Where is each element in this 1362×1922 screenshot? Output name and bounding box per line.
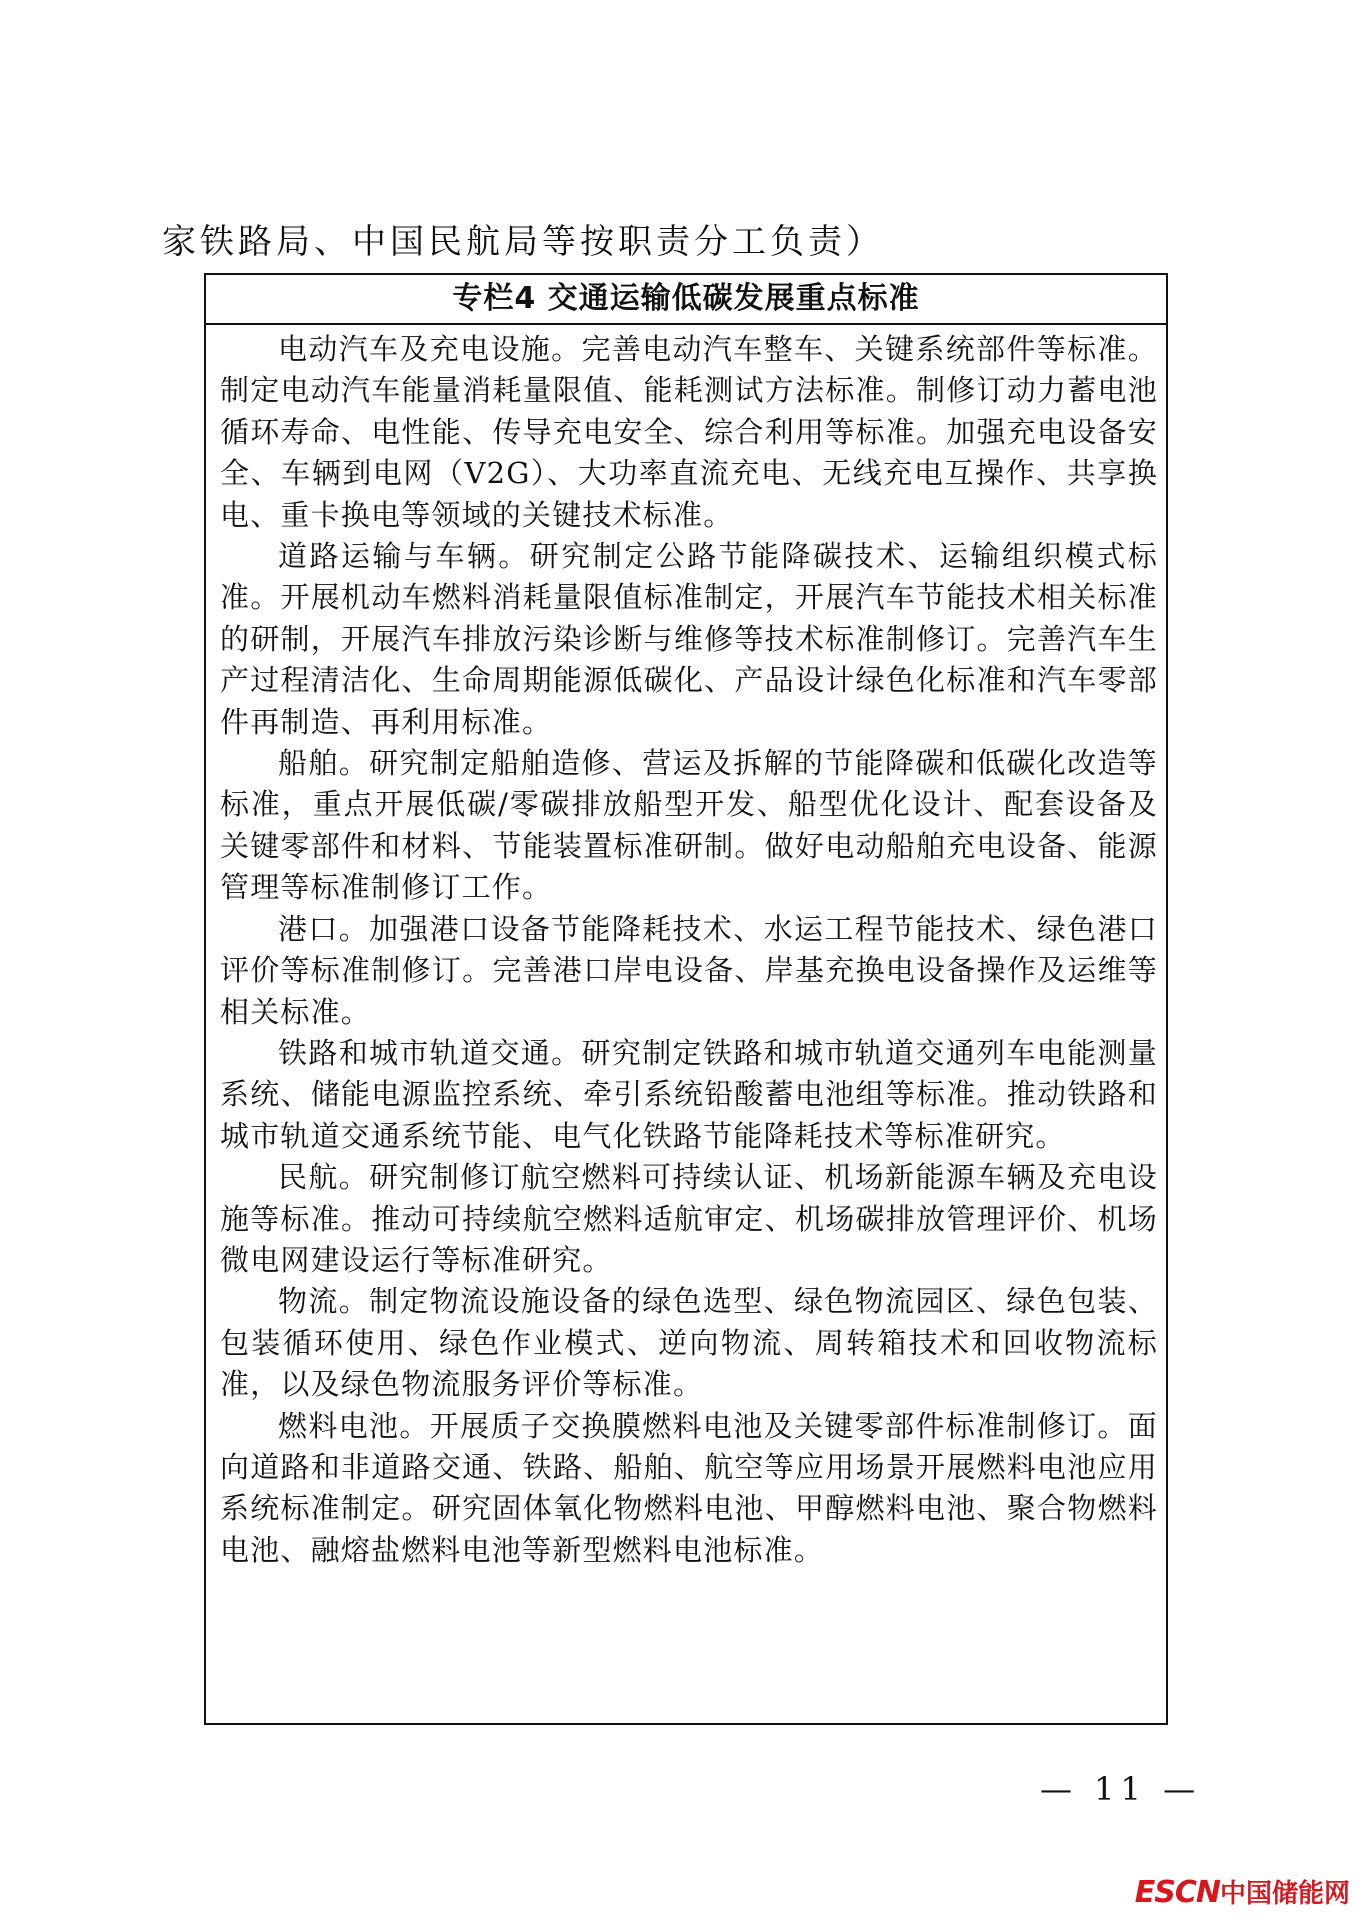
column-box [204,273,1168,1725]
paragraph-text: 完善电动汽车整车、关键系统部件等标准。制定电动汽车能量消耗量限值、能耗测试方法标准。制修订动力蓄电池循环寿命、电性能、传导充电安全、综合利用等标准。加强充电设备安全、车辆到电网（V2G）、大功率直流充电、无线充电互操作、共享换电、重卡换电等领域的关键技术标准。 [220,332,1158,532]
paragraph-text: 研究制修订航空燃料可持续认证、机场新能源车辆及充电设施等标准。推动可持续航空燃料适航审定、机场碳排放管理评价、机场微电网建设运行等标准研究。 [220,1160,1159,1277]
paragraph-text: 加强港口设备节能降耗技术、水运工程节能技术、绿色港口评价等标准制修订。完善港口岸电设备、岸基充换电设备操作及运维等相关标准。 [220,911,1159,1029]
paragraph-heading: 民航。 [278,1160,370,1195]
paragraph-heading: 船舶。 [278,746,370,781]
escn-watermark-logo [1135,1873,1350,1910]
paragraph-heading: 物流。 [278,1284,370,1319]
paragraph-heading: 铁路和城市轨道交通。 [278,1035,582,1070]
page-number: — 11 — [1040,1770,1202,1808]
watermark-latin: ESCN [1134,1875,1220,1910]
paragraph-heading: 港口。 [278,911,370,946]
paragraph-text: 研究制定公路节能降碳技术、运输组织模式标准。开展机动车燃料消耗量限值标准制定，开展汽车节能技术相关标准的研制，开展汽车排放污染诊断与维修等技术标准制修订。完善汽车生产过程清洁化、生命周期能源低碳化、产品设计绿色化标准和汽车零部件再制造、再利用标准。 [220,539,1158,739]
paragraph-logistics [220,1281,1158,1405]
paragraph-text: 研究制定船舶造修、营运及拆解的节能降碳和低碳化改造等标准，重点开展低碳/零碳排放船型开发、船型优化设计、配套设备及关键零部件和材料、节能装置标准研制。做好电动船舶充电设备、能源管理等标准制修订工作。 [220,746,1159,905]
paragraph-heading: 燃料电池。 [278,1408,430,1443]
paragraph-ships [220,743,1158,909]
paragraph-ports [220,909,1158,1033]
lead-line: 家铁路局、中国民航局等按职责分工负责） [162,222,884,262]
paragraph-civil-aviation [220,1157,1158,1281]
paragraph-heading: 道路运输与车辆。 [278,539,530,574]
paragraph-text: 开展质子交换膜燃料电池及关键零部件标准制修订。面向道路和非道路交通、铁路、船舶、航空等应用场景开展燃料电池应用系统标准制定。研究固体氧化物燃料电池、甲醇燃料电池、聚合物燃料电池、融熔盐燃料电池等新型燃料电池标准。 [220,1408,1158,1567]
paragraph-heading: 电动汽车及充电设施。 [278,332,582,366]
paragraph-rail-transit [220,1033,1158,1157]
paragraph-text: 研究制定铁路和城市轨道交通列车电能测量系统、储能电源监控系统、牵引系统铅酸蓄电池组等标准。推动铁路和城市轨道交通系统节能、电气化铁路节能降耗技术等标准研究。 [220,1035,1158,1153]
column-title: 专栏4 交通运输低碳发展重点标准 [206,275,1166,325]
paragraph-text: 制定物流设施设备的绿色选型、绿色物流园区、绿色包装、包装循环使用、绿色作业模式、逆向物流、周转箱技术和回收物流标准，以及绿色物流服务评价等标准。 [220,1284,1159,1402]
paragraph-fuel-cells [220,1406,1158,1572]
paragraph-ev-charging [220,329,1158,536]
watermark-cjk: 中国储能网 [1219,1879,1350,1909]
paragraph-road-transport [220,536,1158,743]
column-body [206,325,1166,1571]
